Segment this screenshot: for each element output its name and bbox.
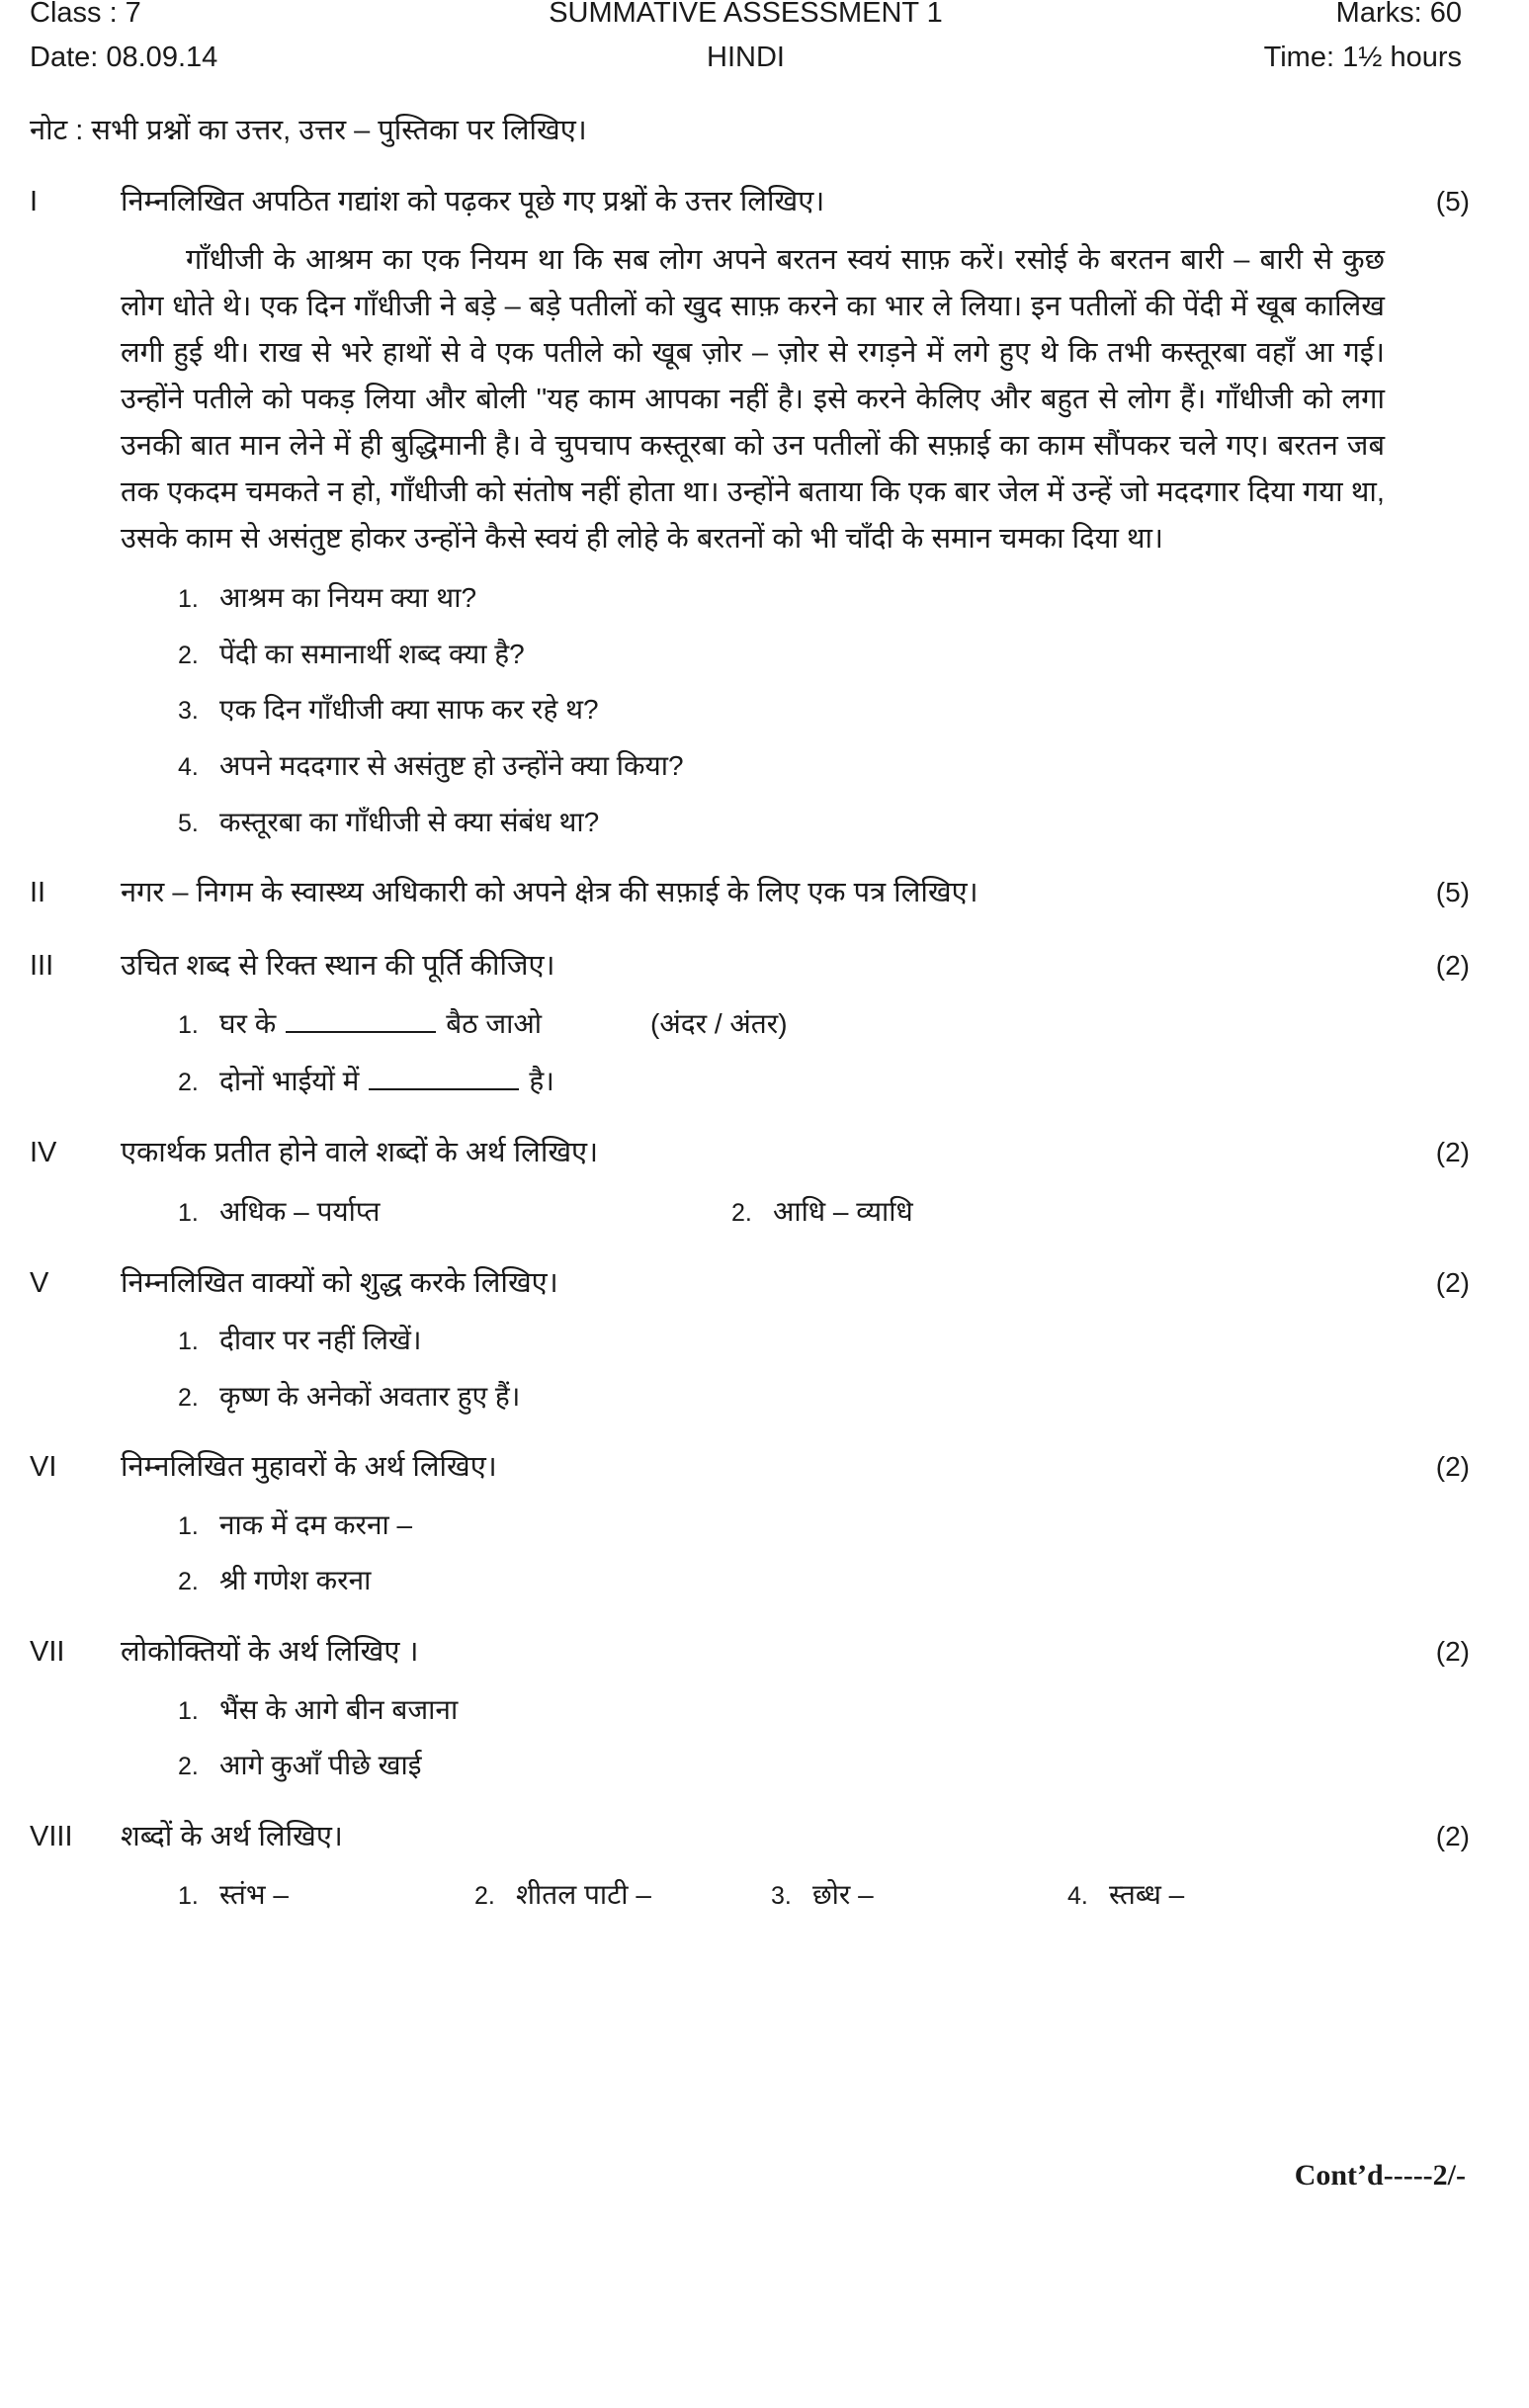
- item-index: 1.: [178, 1198, 199, 1227]
- question-block-1: [30, 181, 1470, 842]
- item-index: 2.: [731, 1198, 752, 1227]
- word-item: [771, 1874, 1067, 1916]
- question-marks: (2): [1435, 949, 1470, 981]
- item-text: कस्तूरबा का गाँधीजी से क्या संबंध था?: [219, 806, 600, 837]
- question-block-4: [30, 1132, 1470, 1233]
- header-row-primary: [30, 0, 1470, 33]
- question-number: I: [30, 185, 39, 217]
- item-index: 3.: [771, 1882, 792, 1911]
- list-item: [121, 578, 1385, 619]
- question-title: लोकोक्तियों के अर्थ लिखिए ।: [121, 1636, 419, 1668]
- item-text: छोर –: [812, 1879, 874, 1911]
- item-index: 4.: [1067, 1882, 1088, 1911]
- word-item: [474, 1874, 771, 1916]
- item-index: 3.: [178, 697, 199, 726]
- item-text: अपने मददगार से असंतुष्ट हो उन्होंने क्या किया?: [219, 749, 684, 781]
- question-marks: (5): [1435, 877, 1470, 908]
- list-item: [121, 1690, 1385, 1731]
- item-text: भैंस के आगे बीन बजाना: [219, 1693, 459, 1725]
- word-item: [1067, 1874, 1184, 1916]
- question-block-3: [30, 945, 1470, 1103]
- question-block-6: [30, 1446, 1470, 1601]
- item-text: श्री गणेश करना: [219, 1565, 372, 1596]
- question-title: निम्नलिखित अपठित गद्यांश को पढ़कर पूछे गए प्रश्नों के उत्तर लिखिए।: [121, 185, 825, 217]
- blank-text-after: है।: [529, 1066, 554, 1097]
- word-pair: [731, 1191, 913, 1233]
- list-item: [121, 746, 1385, 787]
- blank-text-before: घर के: [219, 1008, 277, 1040]
- question-number: VII: [30, 1636, 65, 1668]
- word-item: [178, 1874, 474, 1916]
- question-block-2: [30, 872, 1470, 915]
- marks-label: Marks: 60: [1335, 0, 1462, 29]
- question-number: III: [30, 949, 54, 982]
- item-text: अधिक – पर्याप्त: [219, 1195, 381, 1227]
- list-item: [121, 803, 1385, 843]
- blank-options: (अंदर / अंतर): [650, 1008, 788, 1040]
- question-number: VIII: [30, 1820, 73, 1852]
- sub-question-list: [121, 1690, 1385, 1786]
- date-label: Date: 08.09.14: [30, 42, 218, 74]
- item-index: 2.: [178, 1069, 199, 1097]
- question-title: निम्नलिखित मुहावरों के अर्थ लिखिए।: [121, 1451, 497, 1484]
- item-index: 1.: [178, 1511, 199, 1540]
- question-number: V: [30, 1266, 49, 1299]
- blank-underline[interactable]: [369, 1088, 519, 1090]
- time-label: Time: 1½ hours: [1263, 42, 1462, 74]
- question-marks: (2): [1435, 1451, 1470, 1483]
- question-block-7: [30, 1631, 1470, 1786]
- question-marks: (2): [1435, 1266, 1470, 1298]
- continued-footer: Cont’d-----2/-: [1294, 2159, 1466, 2192]
- list-item: [121, 635, 1385, 675]
- question-marks: (5): [1435, 185, 1470, 216]
- item-text: आश्रम का नियम क्या था?: [219, 582, 477, 614]
- item-text: एक दिन गाँधीजी क्या साफ कर रहे थ?: [219, 694, 599, 726]
- item-text: आगे कुआँ पीछे खाई: [219, 1750, 422, 1781]
- item-text: पेंदी का समानार्थी शब्द क्या है?: [219, 638, 525, 669]
- item-index: 2.: [178, 1753, 199, 1781]
- question-title: निम्नलिखित वाक्यों को शुद्ध करके लिखिए।: [121, 1266, 558, 1299]
- item-index: 4.: [178, 752, 199, 781]
- blank-underline[interactable]: [286, 1031, 436, 1033]
- item-index: 2.: [178, 1568, 199, 1596]
- question-block-8: [30, 1816, 1470, 1917]
- word-pair: [178, 1191, 731, 1233]
- item-index: 1.: [178, 1882, 199, 1911]
- question-title: एकार्थक प्रतीत होने वाले शब्दों के अर्थ लिखिए।: [121, 1137, 599, 1169]
- item-index: 2.: [178, 641, 199, 669]
- word-pair-row: [121, 1191, 1385, 1233]
- item-text: शीतल पाटी –: [516, 1879, 651, 1911]
- item-index: 1.: [178, 1011, 199, 1040]
- question-marks: (2): [1435, 1137, 1470, 1168]
- question-title: शब्दों के अर्थ लिखिए।: [121, 1820, 343, 1852]
- header-row-secondary: [30, 39, 1470, 77]
- list-item: [121, 1377, 1385, 1418]
- word-meaning-row: [121, 1874, 1385, 1916]
- item-text: नाक में दम करना –: [219, 1508, 413, 1540]
- item-index: 1.: [178, 1696, 199, 1725]
- exam-title: SUMMATIVE ASSESSMENT 1: [549, 0, 943, 29]
- sub-question-list: [121, 1321, 1385, 1417]
- item-index: 2.: [178, 1383, 199, 1412]
- fill-blank-row: [121, 1003, 1385, 1045]
- list-item: [121, 1321, 1385, 1361]
- question-marks: (2): [1435, 1636, 1470, 1667]
- reading-passage: गाँधीजी के आश्रम का एक नियम था कि सब लोग अपने बरतन स्वयं साफ़ करें। रसोई के बरतन बारी – बारी से कुछ लोग धोते थे। एक दिन गाँधीजी ने बड़े – बड़े पतीलों को खुद साफ़ करने का भार ले लिया। इन पतीलों की पेंदी में खूब कालिख लगी हुई थी। राख से भरे हाथों से वे एक पतीले को खूब ज़ोर – ज़ोर से रगड़ने में लगे हुए थे कि तभी कस्तूरबा वहाँ आ गई। उन्होंने पतीले को पकड़ लिया और बोली ''यह काम आपका नहीं है। इसे करने केलिए और बहुत से लोग हैं। गाँधीजी को लगा उनकी बात मान लेने में ही बुद्धिमानी है। वे चुपचाप कस्तूरबा को उन पतीलों की सफ़ाई का काम सौंपकर चले गए। बरतन जब तक एकदम चमकते न हो, गाँधीजी को संतोष नहीं होता था। उन्होंने बताया कि एक बार जेल में उन्हें जो मददगार दिया गया था, उसके काम से असंतुष्ट होकर उन्होंने कैसे स्वयं ही लोहे के बरतनों को भी चाँदी के समान चमका दिया था।: [121, 244, 1385, 556]
- item-index: 1.: [178, 1328, 199, 1356]
- item-index: 1.: [178, 585, 199, 614]
- item-text: दीवार पर नहीं लिखें।: [219, 1325, 422, 1356]
- fill-blank-row: [121, 1061, 1385, 1102]
- sub-question-list: [121, 1505, 1385, 1601]
- list-item: [121, 690, 1385, 731]
- subject-label: HINDI: [707, 42, 785, 74]
- list-item: [121, 1561, 1385, 1601]
- question-block-5: [30, 1262, 1470, 1418]
- item-text: स्तब्ध –: [1109, 1879, 1185, 1911]
- item-text: आधि – व्याधि: [773, 1195, 913, 1227]
- question-number: VI: [30, 1451, 57, 1484]
- blank-text-after: बैठ जाओ: [446, 1008, 543, 1040]
- question-number: II: [30, 877, 46, 909]
- sub-question-list: [121, 578, 1385, 842]
- item-text: कृष्ण के अनेकों अवतार हुए हैं।: [219, 1380, 521, 1412]
- list-item: [121, 1505, 1385, 1546]
- list-item: [121, 1746, 1385, 1786]
- instruction-note: नोट : सभी प्रश्नों का उत्तर, उत्तर – पुस्तिका पर लिखिए।: [30, 115, 587, 147]
- question-title: नगर – निगम के स्वास्थ्य अधिकारी को अपने क्षेत्र की सफ़ाई के लिए एक पत्र लिखिए।: [121, 877, 978, 909]
- question-number: IV: [30, 1137, 57, 1169]
- question-title: उचित शब्द से रिक्त स्थान की पूर्ति कीजिए।: [121, 949, 555, 982]
- item-text: स्तंभ –: [219, 1879, 289, 1911]
- class-label: Class : 7: [30, 0, 141, 29]
- item-index: 5.: [178, 809, 199, 837]
- question-marks: (2): [1435, 1820, 1470, 1851]
- item-index: 2.: [474, 1882, 495, 1911]
- blank-text-before: दोनों भाईयों में: [219, 1066, 360, 1097]
